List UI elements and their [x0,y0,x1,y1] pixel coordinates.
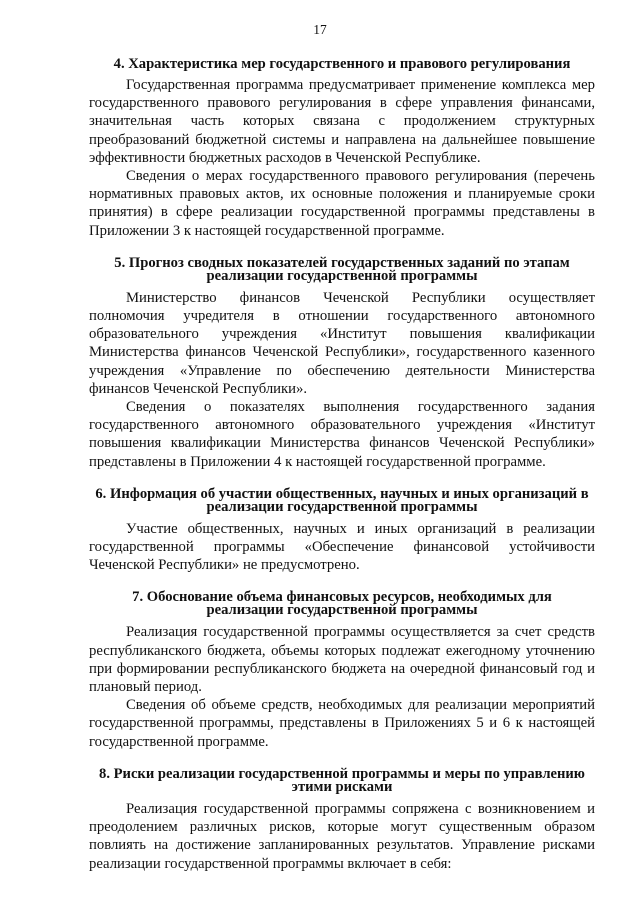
paragraph: Участие общественных, научных и иных организаций в реализации государственной программы «Обеспечение финансовой устойчивости Чеченской Республики» не предусмотрено. [89,520,595,574]
paragraph: Сведения о показателях выполнения государственного задания государственного автономного образовательного учреждения «Институт повышения квалификации Министерства финансов Чеченской Республики» представлены в Приложении 4 к настоящей государственной программе. [89,399,595,470]
section-heading: 7. Обоснование объема финансовых ресурсов, необходимых для реализации государственной программы [132,589,552,619]
paragraph: Министерство финансов Чеченской Республики осуществляет полномочия учредителя в отношении государственного автономного образовательного учреждения «Институт повышения квалификации Министерства финансов Чеченской Республики», государственного казенного учреждения «Управление по обеспечению деятельности Министерства финансов Чеченской Республики». [89,289,595,397]
section-heading: 4. Характеристика мер государственного и правового регулирования [113,56,571,72]
page-number: 17 [313,22,327,37]
section-6 [89,485,595,575]
paragraph: Сведения об объеме средств, необходимых для реализации мероприятий государственной программы, представлены в Приложениях 5 и 6 к настоящей государственной программе. [89,697,595,750]
paragraph: Сведения о мерах государственного правового регулирования (перечень нормативных правовых актов, их основные положения и планируемые сроки принятия) в сфере реализации государственной программы представлены в Приложении 3 к настоящей государственной программе. [89,168,595,239]
section-8 [89,765,595,873]
section-heading: 8. Риски реализации государственной программы и меры по управлению этими рисками [99,765,585,795]
section-4 [89,55,595,240]
section-heading: 5. Прогноз сводных показателей государственных заданий по этапам реализации государственной программы [114,254,570,284]
section-5 [89,254,595,471]
paragraph: Государственная программа предусматривает применение комплекса мер государственного правового регулирования в сфере управления финансами, значительная часть которых связана с продолжением структурных преобразований бюджетной системы и направлена на дальнейшее повышение эффективности бюджетных расходов в Чеченской Республике. [89,77,595,166]
document-body [89,55,595,873]
section-7 [89,591,595,750]
section-heading: 6. Информация об участии общественных, научных и иных организаций в реализации государственной программы [95,485,589,515]
paragraph: Реализация государственной программы осуществляется за счет средств республиканского бюджета, объемы которых подлежат ежегодному уточнению при формировании республиканского бюджета на очередной финансовый год и плановый период. [89,624,595,696]
paragraph: Реализация государственной программы сопряжена с возникновением и преодолением различных рисков, которые могут существенным образом повлиять на достижение запланированных результатов. Управление рисками реализации государственной программы включает в себя: [89,800,595,872]
